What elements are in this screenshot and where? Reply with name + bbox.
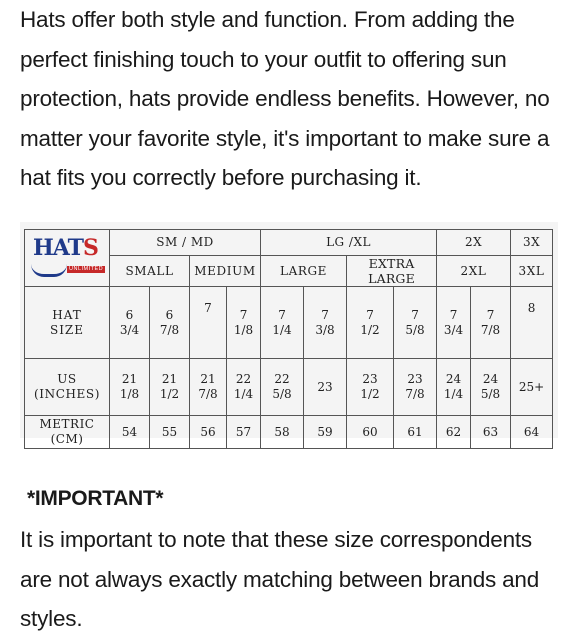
table-cell: 7 3/4 <box>437 287 471 359</box>
table-row <box>25 287 553 359</box>
table-cell: 23 1/2 <box>347 359 394 416</box>
table-cell: 7 3/8 <box>304 287 347 359</box>
size-header: LARGE <box>261 256 347 287</box>
important-heading: *IMPORTANT* <box>27 487 164 510</box>
table-cell: 63 <box>471 416 511 449</box>
group-header: SM / MD <box>110 230 261 256</box>
row-header-us-inches: US (INCHES) <box>25 359 110 416</box>
table-cell: 24 1/4 <box>437 359 471 416</box>
table-cell: 7 1/8 <box>227 287 261 359</box>
table-cell: 58 <box>261 416 304 449</box>
table-cell: 62 <box>437 416 471 449</box>
table-row <box>25 359 553 416</box>
table-cell: 56 <box>190 416 227 449</box>
table-cell: 23 <box>304 359 347 416</box>
table-cell: 23 7/8 <box>394 359 437 416</box>
brand-logo <box>25 230 110 287</box>
size-chart-table <box>24 229 553 449</box>
logo-swoosh <box>31 264 67 277</box>
table-cell: 6 7/8 <box>150 287 190 359</box>
table-cell: 22 1/4 <box>227 359 261 416</box>
size-header: MEDIUM <box>190 256 261 287</box>
table-cell: 24 5/8 <box>471 359 511 416</box>
group-header: LG /XL <box>261 230 437 256</box>
table-cell: 21 1/8 <box>110 359 150 416</box>
table-cell: 22 5/8 <box>261 359 304 416</box>
table-cell: 6 3/4 <box>110 287 150 359</box>
table-cell: 55 <box>150 416 190 449</box>
intro-paragraph: Hats offer both style and function. From adding the perfect finishing touch to your outfit to offering sun protection, hats provide endless benefits. However, no matter your favorite style, it's important to make sure a hat fits you correctly before purchasing it. <box>20 7 550 190</box>
table-cell: 60 <box>347 416 394 449</box>
size-header: SMALL <box>110 256 190 287</box>
table-cell: 7 1/2 <box>347 287 394 359</box>
size-header: 2XL <box>437 256 511 287</box>
size-header: 3XL <box>511 256 553 287</box>
table-cell: 59 <box>304 416 347 449</box>
note-paragraph: It is important to note that these size correspondents are not always exactly matching between brands and styles. <box>20 527 540 631</box>
table-cell: 7 <box>190 287 227 359</box>
table-cell: 7 1/4 <box>261 287 304 359</box>
table-cell: 61 <box>394 416 437 449</box>
table-row <box>25 416 553 449</box>
hat-size-chart <box>20 222 558 446</box>
table-cell: 64 <box>511 416 553 449</box>
table-cell: 21 1/2 <box>150 359 190 416</box>
table-cell: 8 <box>511 287 553 359</box>
table-cell: 25+ <box>511 359 553 416</box>
row-header-metric-cm: METRIC (CM) <box>25 416 110 449</box>
table-cell: 57 <box>227 416 261 449</box>
table-cell: 21 7/8 <box>190 359 227 416</box>
size-header: EXTRA LARGE <box>347 256 437 287</box>
logo-tagline: UNLIMITED <box>69 266 104 272</box>
table-cell: 54 <box>110 416 150 449</box>
table-cell: 7 7/8 <box>471 287 511 359</box>
row-header-hat-size: HAT SIZE <box>25 287 110 359</box>
logo-wordmark: HATS <box>33 235 98 261</box>
table-cell: 7 5/8 <box>394 287 437 359</box>
group-header: 3X <box>511 230 553 256</box>
group-header: 2X <box>437 230 511 256</box>
